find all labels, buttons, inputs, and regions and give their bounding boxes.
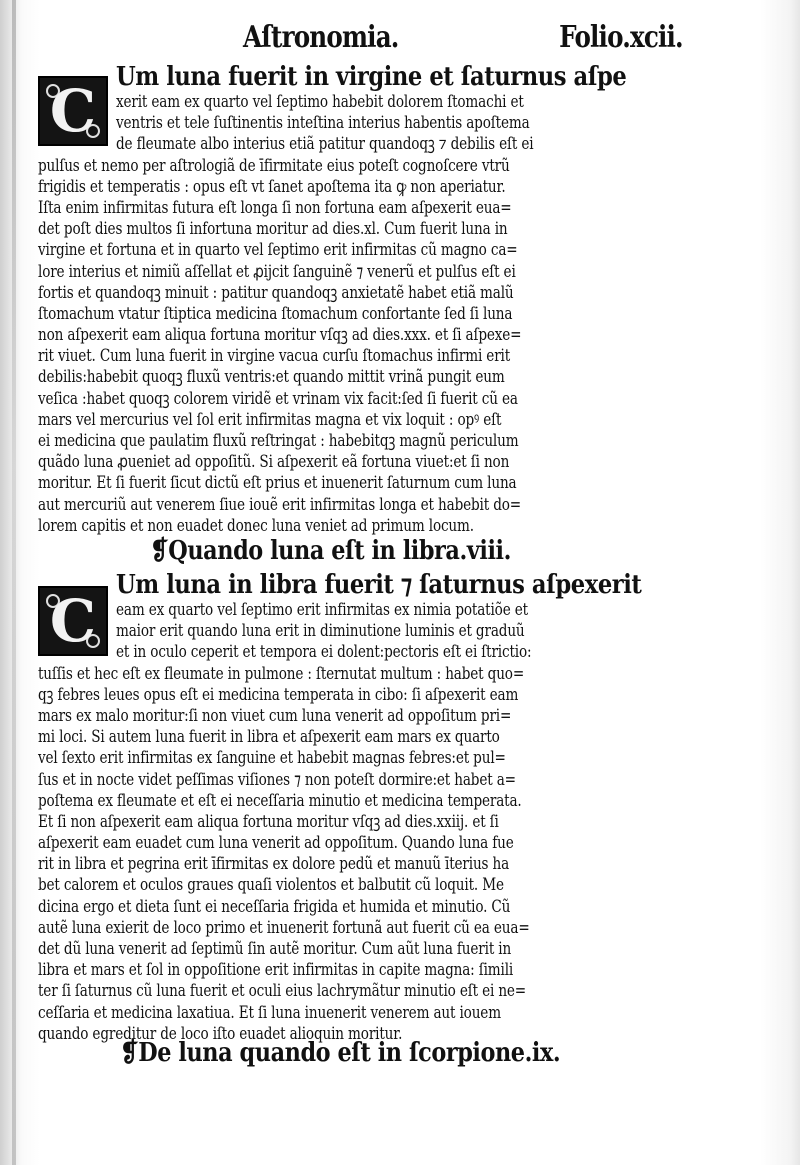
text-line: rit in libra et pegrina erit īfirmitas ex dolore pedũ et manuũ īterius ha (38, 854, 510, 875)
text-line: ſtomachum vtatur ſtiptica medicina ſtomachum confortante ſed ſi luna (38, 303, 513, 324)
text-line: libra et mars et ſol in oppoſitione erit infirmitas in capite magna: ſimili (38, 960, 514, 981)
lead-line: Um luna fuerit in virgine et ſaturnus aſpe (116, 62, 627, 92)
text-line: rit viuet. Cum luna fuerit in virgine vacua curſu ſtomachus infirmi erit (38, 346, 511, 367)
running-title: Aſtronomia. (243, 20, 399, 55)
text-line: veſica :habet quoqꝫ colorem viridẽ et vrinam vix facit:ſed ſi fuerit cũ ea (38, 388, 518, 409)
text-line: det poſt dies multos ſi infortuna moritur ad dies.xl. Cum fuerit luna in (38, 219, 508, 240)
text-line: dicina ergo et dieta ſunt ei neceſſaria frigida et humida et minutio. Cũ (38, 896, 511, 917)
text-line: mars vel mercurius vel ſol erit infirmitas magna et vix loquit : opꝰ eſt (38, 409, 502, 430)
text-line: pulſus et nemo per aſtrologiã de īfirmitate eius poteſt cognoſcere vtrũ (38, 155, 510, 176)
text-line: aut mercuriũ aut venerem ſiue iouẽ erit infirmitas longa et habebit do= (38, 494, 522, 515)
text-line: moritur. Et ſi fuerit ſicut dictũ eſt prius et inuenerit ſaturnum cum luna (38, 473, 517, 494)
paragraph-2 (38, 600, 668, 1045)
text-line: aſpexerit eam euadet cum luna venerit ad oppoſitum. Quando luna fue (38, 833, 514, 854)
initial-letter: C (49, 77, 97, 145)
text-block-2 (38, 570, 668, 1045)
text-line: frigidis et temperatis : opus eſt vt ſanet apoſtema ita ꝙ non aperiatur. (38, 176, 506, 197)
text-line: bet calorem et oculos graues quaſi violentos et balbutit cũ loquit. Me (38, 875, 504, 896)
text-line: et in oculo ceperit et tempora ei dolent:pectoris eſt ei ſtrictio: (116, 642, 532, 663)
text-line: tuſſis et hec eſt ex fleumate in pulmone : ſternutat multum : habet quo= (38, 663, 525, 684)
text-line: debilis:habebit quoqꝫ fluxũ ventris:et quando mittit vrinã pungit eum (38, 367, 505, 388)
text-line: vel ſexto erit infirmitas ex ſanguine et habebit magnas febres:et pul= (38, 748, 506, 769)
section-heading-libra: ❡Quando luna eſt in libra.viii. (150, 536, 511, 566)
text-line: qꝫ febres leues opus eſt ei medicina temperata in cibo: ſi aſpexerit eam (38, 684, 519, 705)
text-line: eam ex quarto vel ſeptimo erit infirmitas ex nimia potatiõe et (116, 600, 528, 620)
lead-line: Um luna in libra fuerit ⁊ ſaturnus aſpexerit (116, 570, 642, 600)
text-line: ventris et tele ſuſtinentis inteſtina interius habentis apoſtema (116, 113, 530, 134)
paragraph-1 (38, 92, 668, 537)
text-line: poſtema ex fleumate et eſt ei neceſſaria minutio et medicina temperata. (38, 790, 522, 811)
text-line: lore interius et nimiũ aſſellat et ꝓijcit ſanguinẽ ⁊ venerũ et pulſus eſt ei (38, 261, 516, 282)
folio-number: Folio.xcii. (559, 20, 683, 55)
text-line: ter ſi ſaturnus cũ luna fuerit et oculi eius lachrymãtur minutio eſt ei ne= (38, 981, 527, 1002)
text-line: autẽ luna exierit de loco primo et inuenerit fortunã aut fuerit cũ ea eua= (38, 917, 530, 938)
text-line: ſus et in nocte videt peſſimas viſiones ⁊ non poteſt dormire:et habet a= (38, 769, 516, 790)
text-line: ei medicina que paulatim fluxũ reſtringat : habebitqꝫ magnũ periculum (38, 431, 519, 451)
text-line: xerit eam ex quarto vel ſeptimo habebit dolorem ſtomachi et (116, 92, 524, 112)
section-heading-scorpione: ❡De luna quando eſt in ſcorpione.ix. (120, 1038, 561, 1068)
text-line: mars ex malo moritur:ſi non viuet cum luna venerit ad oppoſitum pri= (38, 705, 512, 726)
text-line: det dũ luna venerit ad ſeptimũ ſin autẽ moritur. Cum aũt luna fuerit in (38, 939, 512, 959)
text-line: mi loci. Si autem luna fuerit in libra et aſpexerit eam mars ex quarto (38, 727, 500, 748)
text-line: quando egreditur de loco iſto euadet alioquin moritur. (38, 1023, 403, 1044)
text-line: de fleumate albo interius etiã patitur quandoqꝫ ⁊ debilis eſt ei (116, 134, 534, 155)
text-line: maior erit quando luna erit in diminutione luminis et graduũ (116, 621, 525, 642)
running-head (243, 20, 683, 60)
text-line: ceſſaria et medicina laxatiua. Et ſi luna inuenerit venerem aut iouem (38, 1002, 501, 1023)
text-line: fortis et quandoqꝫ minuit : patitur quandoqꝫ anxietatẽ habet etiã malũ (38, 282, 514, 303)
text-line: non aſpexerit eam aliqua fortuna moritur vſqꝫ ad dies.xxx. et ſi aſpexe= (38, 325, 522, 346)
text-line: lorem capitis et non euadet donec luna veniet ad primum locum. (38, 515, 474, 536)
text-line: virgine et fortuna et in quarto vel ſeptimo erit infirmitas cũ magno ca= (38, 240, 518, 261)
text-block-1 (38, 62, 668, 537)
initial-letter: C (49, 587, 97, 655)
text-line: Et ſi non aſpexerit eam aliqua fortuna moritur vſqꝫ ad dies.xxiij. et ſi (38, 811, 499, 832)
text-line: Iſta enim infirmitas futura eſt longa ſi non fortuna eam aſpexerit eua= (38, 197, 512, 218)
text-line: quãdo luna ꝓueniet ad oppoſitũ. Si aſpexerit eã fortuna viuet:et ſi non (38, 452, 510, 473)
